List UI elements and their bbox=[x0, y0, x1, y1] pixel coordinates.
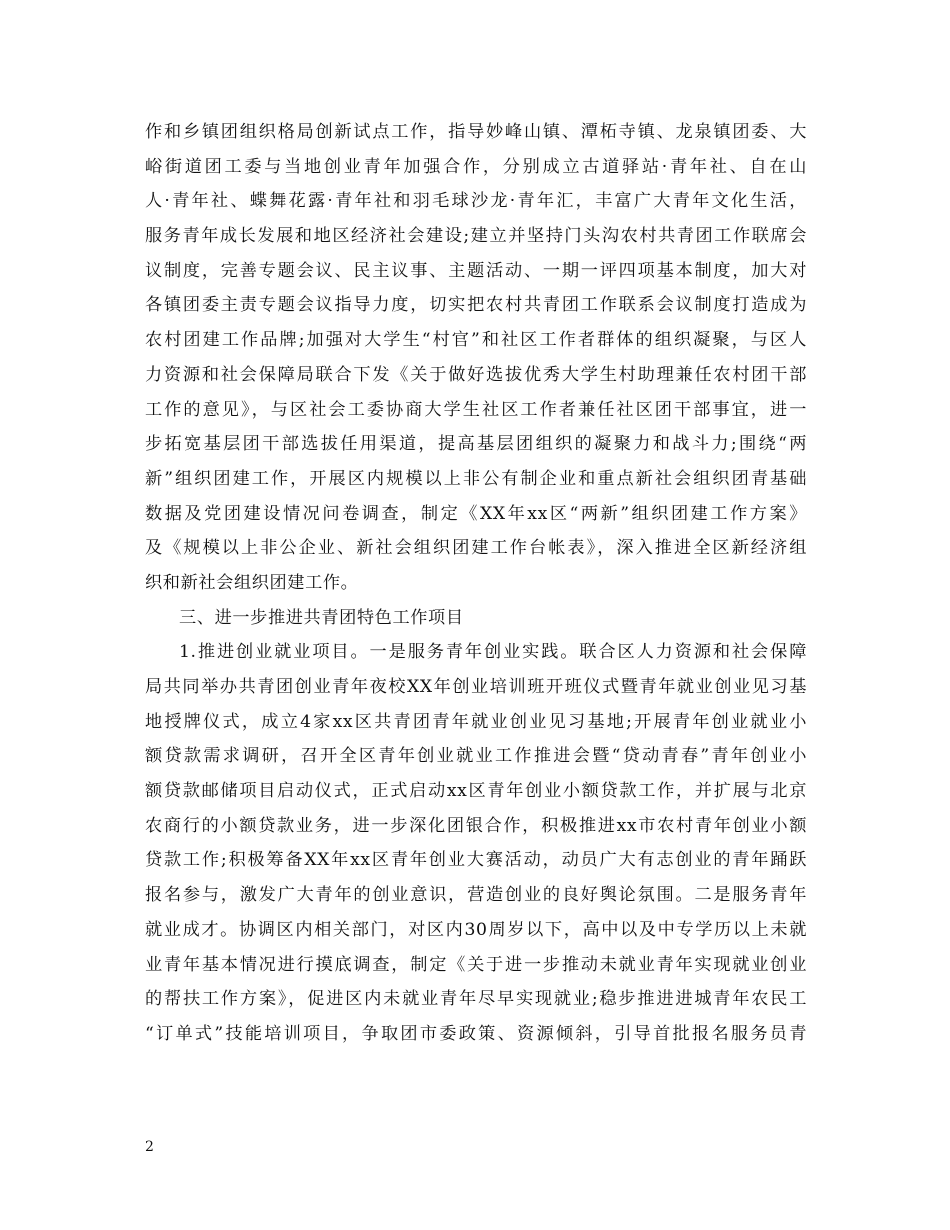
text-line: 工作的意见》，与区社会工委协商大学生社区工作者兼任社区团干部事宜，进一 bbox=[145, 399, 807, 420]
text-line: 就业成才。协调区内相关部门，对区内30周岁以下，高中以及中专学历以上未就 bbox=[145, 919, 807, 940]
text-line: 地授牌仪式，成立4家xx区共青团青年就业创业见习基地;开展青年创业就业小 bbox=[145, 711, 807, 732]
document-body bbox=[145, 115, 807, 1052]
text-line: 农村团建工作品牌;加强对大学生“村官”和社区工作者群体的组织凝聚，与区人 bbox=[145, 330, 807, 351]
section-heading: 三、进一步推进共青团特色工作项目 bbox=[179, 607, 464, 628]
text-line: 新”组织团建工作，开展区内规模以上非公有制企业和重点新社会组织团青基础 bbox=[145, 468, 807, 489]
text-line: 业青年基本情况进行摸底调查，制定《关于进一步推动未就业青年实现就业创业 bbox=[145, 954, 807, 975]
text-line: 人·青年社、蝶舞花露·青年社和羽毛球沙龙·青年汇，丰富广大青年文化生活， bbox=[145, 191, 807, 212]
text-line: 力资源和社会保障局联合下发《关于做好选拔优秀大学生村助理兼任农村团干部 bbox=[145, 364, 807, 385]
text-line: 额贷款邮储项目启动仪式，正式启动xx区青年创业小额贷款工作，并扩展与北京 bbox=[145, 781, 807, 802]
text-line: 局共同举办共青团创业青年夜校XX年创业培训班开班仪式暨青年就业创业见习基 bbox=[145, 677, 807, 697]
text-line: 作和乡镇团组织格局创新试点工作，指导妙峰山镇、潭柘寺镇、龙泉镇团委、大 bbox=[145, 122, 807, 142]
text-line: “订单式”技能培训项目，争取团市委政策、资源倾斜，引导首批报名服务员青 bbox=[145, 1023, 807, 1044]
text-line: 峪街道团工委与当地创业青年加强合作，分别成立古道驿站·青年社、自在山 bbox=[145, 156, 807, 177]
text-line: 农商行的小额贷款业务，进一步深化团银合作，积极推进xx市农村青年创业小额 bbox=[145, 815, 807, 836]
text-line: 各镇团委主责专题会议指导力度，切实把农村共青团工作联系会议制度打造成为 bbox=[145, 295, 807, 316]
paragraph-2 bbox=[145, 635, 807, 1051]
text-line: 议制度，完善专题会议、民主议事、主题活动、一期一评四项基本制度，加大对 bbox=[145, 260, 807, 281]
text-line: 织和新社会组织团建工作。 bbox=[145, 572, 359, 593]
page-number: 2 bbox=[145, 1139, 154, 1155]
text-line: 服务青年成长发展和地区经济社会建设;建立并坚持门头沟农村共青团工作联席会 bbox=[145, 226, 807, 247]
text-line: 1.推进创业就业项目。一是服务青年创业实践。联合区人力资源和社会保障 bbox=[179, 642, 807, 663]
text-line: 贷款工作;积极筹备XX年xx区青年创业大赛活动，动员广大有志创业的青年踊跃 bbox=[145, 850, 807, 871]
text-line: 及《规模以上非公企业、新社会组织团建工作台帐表》，深入推进全区新经济组 bbox=[145, 538, 807, 559]
text-line: 报名参与，激发广大青年的创业意识，营造创业的良好舆论氛围。二是服务青年 bbox=[145, 885, 807, 906]
paragraph-1 bbox=[145, 115, 807, 601]
text-line: 数据及党团建设情况问卷调查，制定《XX年xx区“两新”组织团建工作方案》 bbox=[145, 503, 807, 524]
text-line: 的帮扶工作方案》，促进区内未就业青年尽早实现就业;稳步推进进城青年农民工 bbox=[145, 989, 807, 1010]
text-line: 步拓宽基层团干部选拔任用渠道，提高基层团组织的凝聚力和战斗力;围绕“两 bbox=[145, 434, 807, 455]
text-line: 额贷款需求调研，召开全区青年创业就业工作推进会暨“贷动青春”青年创业小 bbox=[145, 746, 807, 767]
